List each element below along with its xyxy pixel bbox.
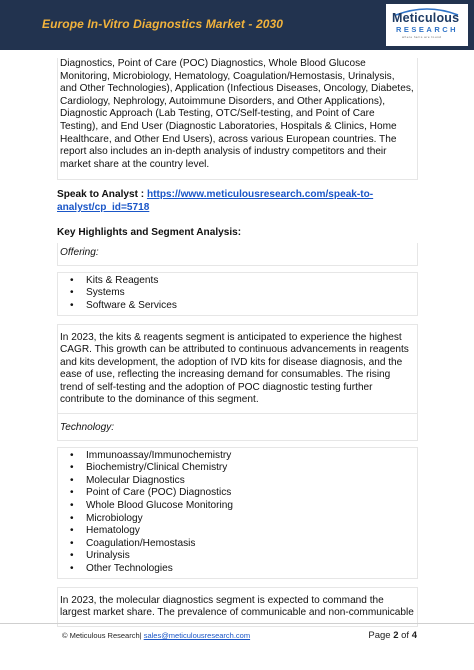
logo-subtitle: RESEARCH [396,25,459,34]
list-item: • Hematology [70,525,417,538]
list-item: • Immunoassay/Immunochemistry [70,450,417,463]
technology-list [57,447,418,579]
page-of: of [398,630,412,641]
offering-list [57,272,418,316]
list-item: • Biochemistry/Clinical Chemistry [70,462,417,475]
list-item: • Urinalysis [70,550,417,563]
meticulous-research-logo [386,4,468,46]
footer-divider [0,623,474,624]
footer-copyright [62,631,250,640]
speak-label: Speak to Analyst : [57,189,147,201]
list-item: • Point of Care (POC) Diagnostics [70,487,417,500]
logo-wordmark: Meticulous [392,11,460,25]
total-pages: 4 [411,630,417,641]
document-title: Europe In-Vitro Diagnostics Market - 2030 [42,17,284,31]
page-content [57,58,418,627]
logo-tagline: where facts are found [402,35,442,39]
page-word: Page [368,630,394,641]
list-item: • Microbiology [70,513,417,526]
list-item: • Systems [70,287,417,300]
technology-heading: Technology: [57,414,418,441]
speak-to-analyst-link[interactable]: https://www.meticulousresearch.com/speak-to-analyst/cp_id=5718 [57,189,374,213]
offering-heading: Offering: [57,243,418,266]
intro-paragraph: Diagnostics, Point of Care (POC) Diagnostics, Whole Blood Glucose Monitoring, Microbiology, Hematology, Coagulation/Hemostasis, Urinalysis, and Other Technologies), Application (Infectious Diseases, Oncology, Diabetes, Cardiology, Nephrology, Autoimmune Disorders, and Other Applications), Diagnostic Approach (Lab Testing, OTC/Self-testing, and Point of Care Testing), and End User (Diagnostic Laboratories, Hospitals & Clinics, Home Healthcare, and Other End Users), across various European countries. The report also includes an in-depth analysis of industry competitors and their market share at the country level. [57,58,418,180]
list-item: • Coagulation/Hemostasis [70,538,417,551]
list-item: • Other Technologies [70,563,417,576]
current-page: 2 [393,630,399,641]
list-item: • Whole Blood Glucose Monitoring [70,500,417,513]
list-item: • Molecular Diagnostics [70,475,417,488]
sales-email-link[interactable]: sales@meticulousresearch.com [143,631,251,640]
copyright-text: © Meticulous Research| [62,631,144,640]
list-item: • Kits & Reagents [70,275,417,288]
speak-to-analyst [57,189,418,214]
technology-paragraph: In 2023, the molecular diagnostics segment is expected to command the largest market share. The prevalence of communicable and non-communicable [57,587,418,627]
page-header [0,0,474,50]
offering-paragraph: In 2023, the kits & reagents segment is anticipated to experience the highest CAGR. This growth can be attributed to continuous advancements in reagents and kits development, the adoption of IVD kits for disease diagnosis, and the ease of use, reflecting the increasing demand for consumables. The rising trend of self-testing and the adoption of POC diagnostic testing further contribute to the dominance of this segment. [57,324,418,415]
list-item: • Software & Services [70,300,417,313]
section-heading-key-highlights: Key Highlights and Segment Analysis: [57,226,242,238]
page-number [368,630,417,641]
